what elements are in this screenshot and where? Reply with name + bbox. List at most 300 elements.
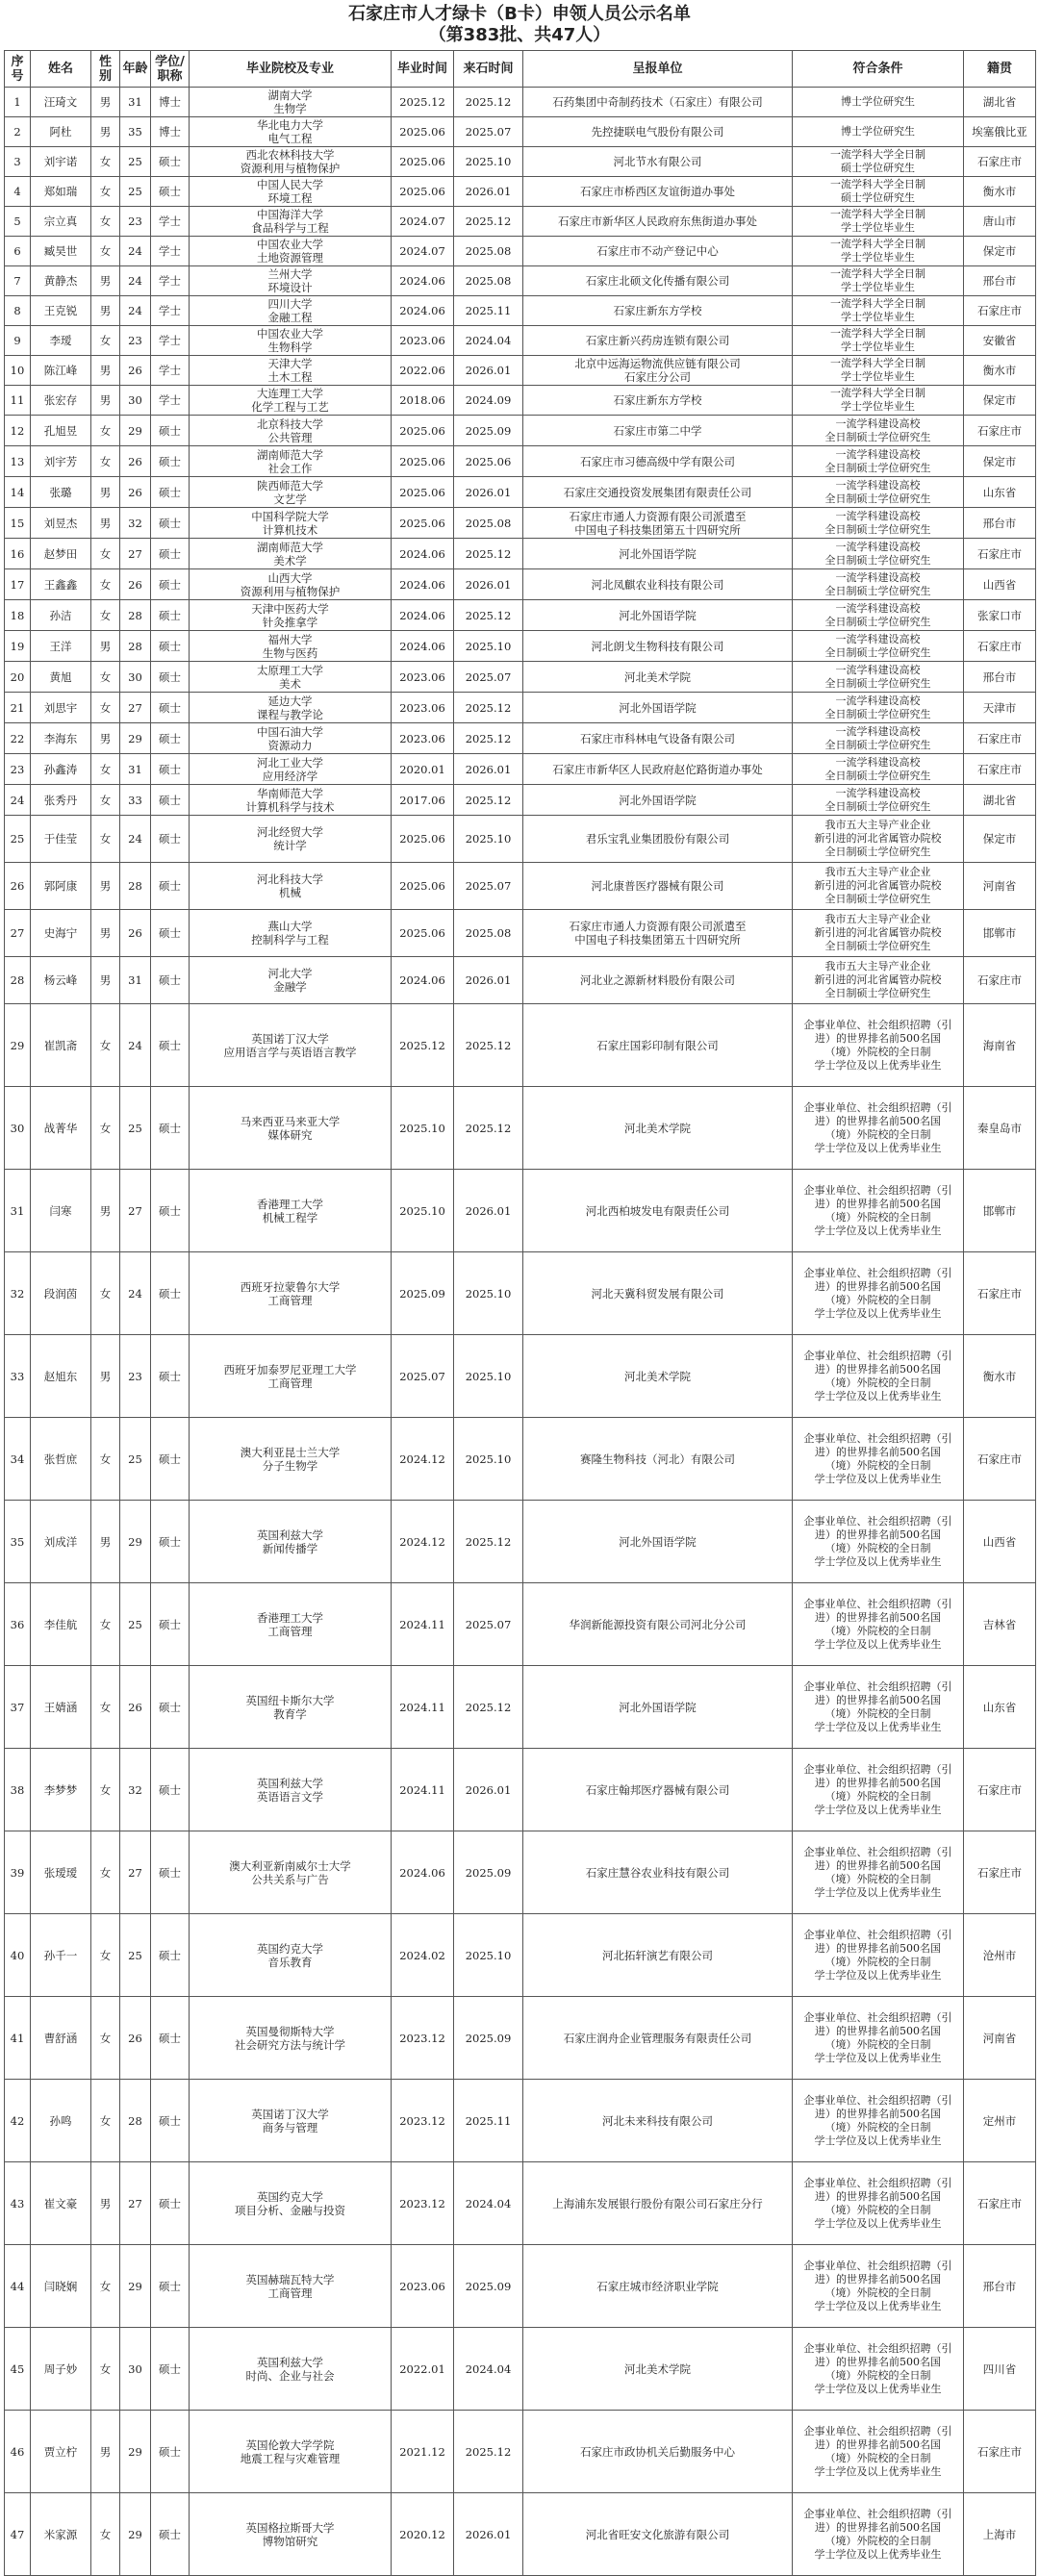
- grad-time-cell: 2024.06: [392, 1831, 454, 1914]
- school-major-cell: 英国格拉斯哥大学 博物馆研究: [190, 2493, 392, 2576]
- table-row: [5, 2162, 1036, 2245]
- unit-cell: 河北外国语学院: [523, 693, 793, 723]
- condition-cell: 我市五大主导产业企业 新引进的河北省属管办院校 全日制硕士学位研究生: [793, 910, 964, 957]
- grad-time-cell: 2021.12: [392, 2411, 454, 2493]
- origin-cell: 山东省: [964, 1666, 1036, 1749]
- arrival-time-cell: 2025.10: [454, 1252, 523, 1335]
- origin-cell: 吉林省: [964, 1583, 1036, 1666]
- table-row: [5, 1335, 1036, 1418]
- school-major-cell: 河北大学 金融学: [190, 957, 392, 1004]
- table-row: [5, 1997, 1036, 2080]
- name-cell: 张秀丹: [31, 785, 91, 816]
- col-condition-header: 符合条件: [793, 51, 964, 88]
- age-cell: 24: [120, 1252, 151, 1335]
- name-cell: 崔文豪: [31, 2162, 91, 2245]
- origin-cell: 邢台市: [964, 266, 1036, 296]
- col-origin-header: 籍贯: [964, 51, 1036, 88]
- name-cell: 闫晓娴: [31, 2245, 91, 2328]
- unit-cell: 河北凤麒农业科技有限公司: [523, 569, 793, 600]
- degree-cell: 硕士: [151, 723, 190, 754]
- school-major-cell: 西班牙加泰罗尼亚理工大学 工商管理: [190, 1335, 392, 1418]
- origin-cell: 石家庄市: [964, 957, 1036, 1004]
- condition-cell: 企事业单位、社会组织招聘（引 进）的世界排名前500名国 （境）外院校的全日制 学士学位及以上优秀毕业生: [793, 1004, 964, 1087]
- grad-time-cell: 2024.06: [392, 569, 454, 600]
- name-cell: 闫寒: [31, 1170, 91, 1252]
- age-cell: 27: [120, 693, 151, 723]
- origin-cell: 山西省: [964, 1501, 1036, 1583]
- index-cell: 8: [5, 296, 31, 326]
- degree-cell: 硕士: [151, 177, 190, 207]
- condition-cell: 企事业单位、社会组织招聘（引 进）的世界排名前500名国 （境）外院校的全日制 学士学位及以上优秀毕业生: [793, 1087, 964, 1170]
- school-major-cell: 马来西亚马来亚大学 媒体研究: [190, 1087, 392, 1170]
- gender-cell: 女: [91, 2328, 120, 2411]
- unit-cell: 石家庄市科林电气设备有限公司: [523, 723, 793, 754]
- school-major-cell: 湖南师范大学 美术学: [190, 539, 392, 569]
- grad-time-cell: 2024.11: [392, 1583, 454, 1666]
- arrival-time-cell: 2024.04: [454, 326, 523, 356]
- arrival-time-cell: 2025.07: [454, 662, 523, 693]
- condition-cell: 一流学科建设高校 全日制硕士学位研究生: [793, 446, 964, 477]
- age-cell: 31: [120, 88, 151, 117]
- name-cell: 阿杜: [31, 117, 91, 147]
- col-degree-header: 学位/ 职称: [151, 51, 190, 88]
- unit-cell: 北京中远海运物流供应链有限公司 石家庄分公司: [523, 356, 793, 386]
- arrival-time-cell: 2025.12: [454, 1666, 523, 1749]
- page-subtitle: （第383批、共47人）: [428, 25, 611, 45]
- gender-cell: 男: [91, 2411, 120, 2493]
- index-cell: 43: [5, 2162, 31, 2245]
- unit-cell: 石家庄市第二中学: [523, 416, 793, 446]
- condition-cell: 企事业单位、社会组织招聘（引 进）的世界排名前500名国 （境）外院校的全日制 学士学位及以上优秀毕业生: [793, 1418, 964, 1501]
- age-cell: 28: [120, 863, 151, 910]
- index-cell: 39: [5, 1831, 31, 1914]
- origin-cell: 邢台市: [964, 662, 1036, 693]
- unit-cell: 河北拓轩演艺有限公司: [523, 1914, 793, 1997]
- index-cell: 17: [5, 569, 31, 600]
- school-major-cell: 香港理工大学 机械工程学: [190, 1170, 392, 1252]
- degree-cell: 学士: [151, 386, 190, 416]
- degree-cell: 硕士: [151, 1252, 190, 1335]
- table-row: [5, 1831, 1036, 1914]
- unit-cell: 河北康普医疗器械有限公司: [523, 863, 793, 910]
- table-body: [5, 88, 1036, 2576]
- arrival-time-cell: 2025.06: [454, 446, 523, 477]
- gender-cell: 男: [91, 88, 120, 117]
- index-cell: 37: [5, 1666, 31, 1749]
- gender-cell: 女: [91, 1666, 120, 1749]
- unit-cell: 河北天冀科贸发展有限公司: [523, 1252, 793, 1335]
- table-row: [5, 863, 1036, 910]
- degree-cell: 硕士: [151, 863, 190, 910]
- school-major-cell: 中国农业大学 生物科学: [190, 326, 392, 356]
- gender-cell: 女: [91, 147, 120, 177]
- school-major-cell: 华南师范大学 计算机科学与技术: [190, 785, 392, 816]
- origin-cell: 石家庄市: [964, 147, 1036, 177]
- grad-time-cell: 2025.07: [392, 1335, 454, 1418]
- unit-cell: 石家庄北硕文化传播有限公司: [523, 266, 793, 296]
- table-row: [5, 1749, 1036, 1831]
- name-cell: 王洋: [31, 631, 91, 662]
- arrival-time-cell: 2025.10: [454, 631, 523, 662]
- table-row: [5, 207, 1036, 237]
- gender-cell: 女: [91, 600, 120, 631]
- grad-time-cell: 2025.06: [392, 508, 454, 539]
- index-cell: 21: [5, 693, 31, 723]
- name-cell: 孙鑫涛: [31, 754, 91, 785]
- grad-time-cell: 2022.01: [392, 2328, 454, 2411]
- unit-cell: 河北外国语学院: [523, 1666, 793, 1749]
- index-cell: 30: [5, 1087, 31, 1170]
- degree-cell: 硕士: [151, 631, 190, 662]
- origin-cell: 石家庄市: [964, 1418, 1036, 1501]
- gender-cell: 男: [91, 2162, 120, 2245]
- arrival-time-cell: 2025.10: [454, 816, 523, 863]
- grad-time-cell: 2023.06: [392, 326, 454, 356]
- arrival-time-cell: 2025.11: [454, 296, 523, 326]
- school-major-cell: 中国海洋大学 食品科学与工程: [190, 207, 392, 237]
- degree-cell: 硕士: [151, 1914, 190, 1997]
- name-cell: 刘成洋: [31, 1501, 91, 1583]
- grad-time-cell: 2025.12: [392, 1004, 454, 1087]
- school-major-cell: 香港理工大学 工商管理: [190, 1583, 392, 1666]
- arrival-time-cell: 2025.09: [454, 1831, 523, 1914]
- index-cell: 27: [5, 910, 31, 957]
- unit-cell: 石家庄新东方学校: [523, 296, 793, 326]
- school-major-cell: 英国利兹大学 新闻传播学: [190, 1501, 392, 1583]
- name-cell: 杨云峰: [31, 957, 91, 1004]
- origin-cell: 定州市: [964, 2080, 1036, 2162]
- index-cell: 9: [5, 326, 31, 356]
- name-cell: 李瑷: [31, 326, 91, 356]
- school-major-cell: 英国约克大学 音乐教育: [190, 1914, 392, 1997]
- arrival-time-cell: 2026.01: [454, 2493, 523, 2576]
- index-cell: 18: [5, 600, 31, 631]
- grad-time-cell: 2025.10: [392, 1087, 454, 1170]
- degree-cell: 硕士: [151, 569, 190, 600]
- index-cell: 15: [5, 508, 31, 539]
- condition-cell: 企事业单位、社会组织招聘（引 进）的世界排名前500名国 （境）外院校的全日制 学士学位及以上优秀毕业生: [793, 2493, 964, 2576]
- degree-cell: 硕士: [151, 2162, 190, 2245]
- degree-cell: 学士: [151, 237, 190, 266]
- gender-cell: 女: [91, 539, 120, 569]
- degree-cell: 学士: [151, 296, 190, 326]
- condition-cell: 企事业单位、社会组织招聘（引 进）的世界排名前500名国 （境）外院校的全日制 学士学位及以上优秀毕业生: [793, 2328, 964, 2411]
- condition-cell: 企事业单位、社会组织招聘（引 进）的世界排名前500名国 （境）外院校的全日制 学士学位及以上优秀毕业生: [793, 2411, 964, 2493]
- condition-cell: 企事业单位、社会组织招聘（引 进）的世界排名前500名国 （境）外院校的全日制 学士学位及以上优秀毕业生: [793, 1583, 964, 1666]
- grad-time-cell: 2024.06: [392, 266, 454, 296]
- age-cell: 25: [120, 1087, 151, 1170]
- name-cell: 李梦梦: [31, 1749, 91, 1831]
- table-row: [5, 326, 1036, 356]
- name-cell: 张宏存: [31, 386, 91, 416]
- arrival-time-cell: 2025.09: [454, 416, 523, 446]
- age-cell: 26: [120, 356, 151, 386]
- arrival-time-cell: 2024.09: [454, 386, 523, 416]
- grad-time-cell: 2025.06: [392, 416, 454, 446]
- origin-cell: 张家口市: [964, 600, 1036, 631]
- degree-cell: 硕士: [151, 1997, 190, 2080]
- arrival-time-cell: 2026.01: [454, 1749, 523, 1831]
- origin-cell: 安徽省: [964, 326, 1036, 356]
- age-cell: 28: [120, 2080, 151, 2162]
- age-cell: 30: [120, 662, 151, 693]
- grad-time-cell: 2025.09: [392, 1252, 454, 1335]
- table-row: [5, 910, 1036, 957]
- degree-cell: 学士: [151, 356, 190, 386]
- condition-cell: 我市五大主导产业企业 新引进的河北省属管办院校 全日制硕士学位研究生: [793, 957, 964, 1004]
- school-major-cell: 燕山大学 控制科学与工程: [190, 910, 392, 957]
- condition-cell: 一流学科建设高校 全日制硕士学位研究生: [793, 631, 964, 662]
- unit-cell: 石家庄慧谷农业科技有限公司: [523, 1831, 793, 1914]
- arrival-time-cell: 2026.01: [454, 1170, 523, 1252]
- origin-cell: 石家庄市: [964, 2162, 1036, 2245]
- arrival-time-cell: 2025.12: [454, 1501, 523, 1583]
- age-cell: 29: [120, 1501, 151, 1583]
- unit-cell: 赛隆生物科技（河北）有限公司: [523, 1418, 793, 1501]
- degree-cell: 硕士: [151, 2411, 190, 2493]
- arrival-time-cell: 2025.08: [454, 237, 523, 266]
- condition-cell: 企事业单位、社会组织招聘（引 进）的世界排名前500名国 （境）外院校的全日制 学士学位及以上优秀毕业生: [793, 2162, 964, 2245]
- index-cell: 26: [5, 863, 31, 910]
- gender-cell: 男: [91, 863, 120, 910]
- index-cell: 3: [5, 147, 31, 177]
- condition-cell: 一流学科建设高校 全日制硕士学位研究生: [793, 508, 964, 539]
- origin-cell: 衡水市: [964, 1335, 1036, 1418]
- name-cell: 李佳航: [31, 1583, 91, 1666]
- name-cell: 于佳莹: [31, 816, 91, 863]
- origin-cell: 石家庄市: [964, 539, 1036, 569]
- grad-time-cell: 2023.12: [392, 2162, 454, 2245]
- arrival-time-cell: 2024.04: [454, 2162, 523, 2245]
- grad-time-cell: 2025.06: [392, 863, 454, 910]
- school-major-cell: 澳大利亚昆士兰大学 分子生物学: [190, 1418, 392, 1501]
- unit-cell: 石家庄市不动产登记中心: [523, 237, 793, 266]
- arrival-time-cell: 2025.12: [454, 785, 523, 816]
- table-row: [5, 237, 1036, 266]
- age-cell: 32: [120, 1749, 151, 1831]
- unit-cell: 河北外国语学院: [523, 600, 793, 631]
- name-cell: 段润茵: [31, 1252, 91, 1335]
- arrival-time-cell: 2025.07: [454, 117, 523, 147]
- condition-cell: 企事业单位、社会组织招聘（引 进）的世界排名前500名国 （境）外院校的全日制 学士学位及以上优秀毕业生: [793, 2080, 964, 2162]
- condition-cell: 博士学位研究生: [793, 117, 964, 147]
- index-cell: 41: [5, 1997, 31, 2080]
- name-cell: 孔旭昱: [31, 416, 91, 446]
- gender-cell: 男: [91, 631, 120, 662]
- gender-cell: 女: [91, 1252, 120, 1335]
- origin-cell: 河南省: [964, 863, 1036, 910]
- condition-cell: 企事业单位、社会组织招聘（引 进）的世界排名前500名国 （境）外院校的全日制 学士学位及以上优秀毕业生: [793, 1831, 964, 1914]
- name-cell: 周子妙: [31, 2328, 91, 2411]
- col-unit-header: 呈报单位: [523, 51, 793, 88]
- school-major-cell: 延边大学 课程与教学论: [190, 693, 392, 723]
- name-cell: 郑如瑞: [31, 177, 91, 207]
- school-major-cell: 英国诺丁汉大学 商务与管理: [190, 2080, 392, 2162]
- condition-cell: 企事业单位、社会组织招聘（引 进）的世界排名前500名国 （境）外院校的全日制 学士学位及以上优秀毕业生: [793, 1252, 964, 1335]
- grad-time-cell: 2025.12: [392, 88, 454, 117]
- age-cell: 26: [120, 569, 151, 600]
- name-cell: 贾立柠: [31, 2411, 91, 2493]
- table-row: [5, 416, 1036, 446]
- unit-cell: 石家庄交通投资发展集团有限责任公司: [523, 477, 793, 508]
- table-row: [5, 2411, 1036, 2493]
- name-cell: 臧昊世: [31, 237, 91, 266]
- degree-cell: 硕士: [151, 816, 190, 863]
- name-cell: 张哲庶: [31, 1418, 91, 1501]
- degree-cell: 硕士: [151, 957, 190, 1004]
- index-cell: 28: [5, 957, 31, 1004]
- age-cell: 23: [120, 326, 151, 356]
- unit-cell: 河北美术学院: [523, 2328, 793, 2411]
- table-row: [5, 2328, 1036, 2411]
- table-row: [5, 1004, 1036, 1087]
- table-row: [5, 785, 1036, 816]
- unit-cell: 河北外国语学院: [523, 1501, 793, 1583]
- condition-cell: 一流学科建设高校 全日制硕士学位研究生: [793, 785, 964, 816]
- name-cell: 郭阿康: [31, 863, 91, 910]
- degree-cell: 硕士: [151, 662, 190, 693]
- page-title-block: [0, 0, 1039, 50]
- grad-time-cell: 2024.06: [392, 631, 454, 662]
- school-major-cell: 英国诺丁汉大学 应用语言学与英语语言教学: [190, 1004, 392, 1087]
- school-major-cell: 英国利兹大学 时尚、企业与社会: [190, 2328, 392, 2411]
- arrival-time-cell: 2025.10: [454, 147, 523, 177]
- degree-cell: 硕士: [151, 693, 190, 723]
- origin-cell: 邯郸市: [964, 1170, 1036, 1252]
- arrival-time-cell: 2026.01: [454, 569, 523, 600]
- index-cell: 29: [5, 1004, 31, 1087]
- name-cell: 张璐: [31, 477, 91, 508]
- arrival-time-cell: 2025.12: [454, 88, 523, 117]
- unit-cell: 河北美术学院: [523, 1087, 793, 1170]
- age-cell: 31: [120, 754, 151, 785]
- school-major-cell: 英国曼彻斯特大学 社会研究方法与统计学: [190, 1997, 392, 2080]
- age-cell: 25: [120, 1914, 151, 1997]
- school-major-cell: 中国石油大学 资源动力: [190, 723, 392, 754]
- degree-cell: 硕士: [151, 1583, 190, 1666]
- gender-cell: 女: [91, 2493, 120, 2576]
- origin-cell: 石家庄市: [964, 296, 1036, 326]
- name-cell: 刘思宇: [31, 693, 91, 723]
- index-cell: 32: [5, 1252, 31, 1335]
- arrival-time-cell: 2025.09: [454, 2245, 523, 2328]
- school-major-cell: 天津中医药大学 针灸推拿学: [190, 600, 392, 631]
- condition-cell: 企事业单位、社会组织招聘（引 进）的世界排名前500名国 （境）外院校的全日制 学士学位及以上优秀毕业生: [793, 1501, 964, 1583]
- degree-cell: 硕士: [151, 1335, 190, 1418]
- origin-cell: 保定市: [964, 446, 1036, 477]
- degree-cell: 硕士: [151, 1749, 190, 1831]
- table-row: [5, 1418, 1036, 1501]
- degree-cell: 硕士: [151, 539, 190, 569]
- origin-cell: 石家庄市: [964, 416, 1036, 446]
- age-cell: 24: [120, 1004, 151, 1087]
- condition-cell: 企事业单位、社会组织招聘（引 进）的世界排名前500名国 （境）外院校的全日制 学士学位及以上优秀毕业生: [793, 2245, 964, 2328]
- arrival-time-cell: 2025.08: [454, 508, 523, 539]
- condition-cell: 博士学位研究生: [793, 88, 964, 117]
- age-cell: 35: [120, 117, 151, 147]
- arrival-time-cell: 2025.10: [454, 1914, 523, 1997]
- table-row: [5, 1087, 1036, 1170]
- degree-cell: 硕士: [151, 1501, 190, 1583]
- grad-time-cell: 2023.06: [392, 2245, 454, 2328]
- index-cell: 10: [5, 356, 31, 386]
- index-cell: 4: [5, 177, 31, 207]
- gender-cell: 女: [91, 662, 120, 693]
- condition-cell: 一流学科大学全日制 学士学位毕业生: [793, 207, 964, 237]
- arrival-time-cell: 2025.10: [454, 1335, 523, 1418]
- index-cell: 1: [5, 88, 31, 117]
- age-cell: 27: [120, 2162, 151, 2245]
- index-cell: 11: [5, 386, 31, 416]
- condition-cell: 企事业单位、社会组织招聘（引 进）的世界排名前500名国 （境）外院校的全日制 学士学位及以上优秀毕业生: [793, 1170, 964, 1252]
- gender-cell: 女: [91, 693, 120, 723]
- origin-cell: 河南省: [964, 1997, 1036, 2080]
- table-row: [5, 356, 1036, 386]
- condition-cell: 一流学科大学全日制 硕士学位研究生: [793, 147, 964, 177]
- grad-time-cell: 2025.10: [392, 1170, 454, 1252]
- gender-cell: 男: [91, 386, 120, 416]
- gender-cell: 男: [91, 266, 120, 296]
- condition-cell: 企事业单位、社会组织招聘（引 进）的世界排名前500名国 （境）外院校的全日制 学士学位及以上优秀毕业生: [793, 1997, 964, 2080]
- unit-cell: 石家庄市通人力资源有限公司派遣至 中国电子科技集团第五十四研究所: [523, 910, 793, 957]
- age-cell: 25: [120, 177, 151, 207]
- arrival-time-cell: 2025.12: [454, 207, 523, 237]
- arrival-time-cell: 2024.04: [454, 2328, 523, 2411]
- index-cell: 13: [5, 446, 31, 477]
- grad-time-cell: 2023.12: [392, 1997, 454, 2080]
- school-major-cell: 英国利兹大学 英语语言文学: [190, 1749, 392, 1831]
- name-cell: 黄静杰: [31, 266, 91, 296]
- name-cell: 崔凯斋: [31, 1004, 91, 1087]
- table-row: [5, 1252, 1036, 1335]
- school-major-cell: 河北工业大学 应用经济学: [190, 754, 392, 785]
- table-row: [5, 957, 1036, 1004]
- arrival-time-cell: 2026.01: [454, 477, 523, 508]
- name-cell: 刘宇诺: [31, 147, 91, 177]
- gender-cell: 男: [91, 910, 120, 957]
- school-major-cell: 陕西师范大学 文艺学: [190, 477, 392, 508]
- arrival-time-cell: 2026.01: [454, 754, 523, 785]
- name-cell: 李海东: [31, 723, 91, 754]
- degree-cell: 硕士: [151, 477, 190, 508]
- name-cell: 史海宁: [31, 910, 91, 957]
- school-major-cell: 北京科技大学 公共管理: [190, 416, 392, 446]
- unit-cell: 河北朗戈生物科技有限公司: [523, 631, 793, 662]
- index-cell: 31: [5, 1170, 31, 1252]
- age-cell: 23: [120, 1335, 151, 1418]
- gender-cell: 女: [91, 207, 120, 237]
- arrival-time-cell: 2025.08: [454, 266, 523, 296]
- grad-time-cell: 2024.02: [392, 1914, 454, 1997]
- origin-cell: 保定市: [964, 816, 1036, 863]
- degree-cell: 学士: [151, 266, 190, 296]
- age-cell: 23: [120, 207, 151, 237]
- origin-cell: 沧州市: [964, 1914, 1036, 1997]
- table-row: [5, 662, 1036, 693]
- degree-cell: 硕士: [151, 1170, 190, 1252]
- index-cell: 47: [5, 2493, 31, 2576]
- school-major-cell: 湖南师范大学 社会工作: [190, 446, 392, 477]
- gender-cell: 女: [91, 2245, 120, 2328]
- age-cell: 29: [120, 2493, 151, 2576]
- gender-cell: 女: [91, 1004, 120, 1087]
- gender-cell: 女: [91, 1914, 120, 1997]
- grad-time-cell: 2024.12: [392, 1418, 454, 1501]
- index-cell: 42: [5, 2080, 31, 2162]
- origin-cell: 山西省: [964, 569, 1036, 600]
- arrival-time-cell: 2025.12: [454, 723, 523, 754]
- unit-cell: 石药集团中奇制药技术（石家庄）有限公司: [523, 88, 793, 117]
